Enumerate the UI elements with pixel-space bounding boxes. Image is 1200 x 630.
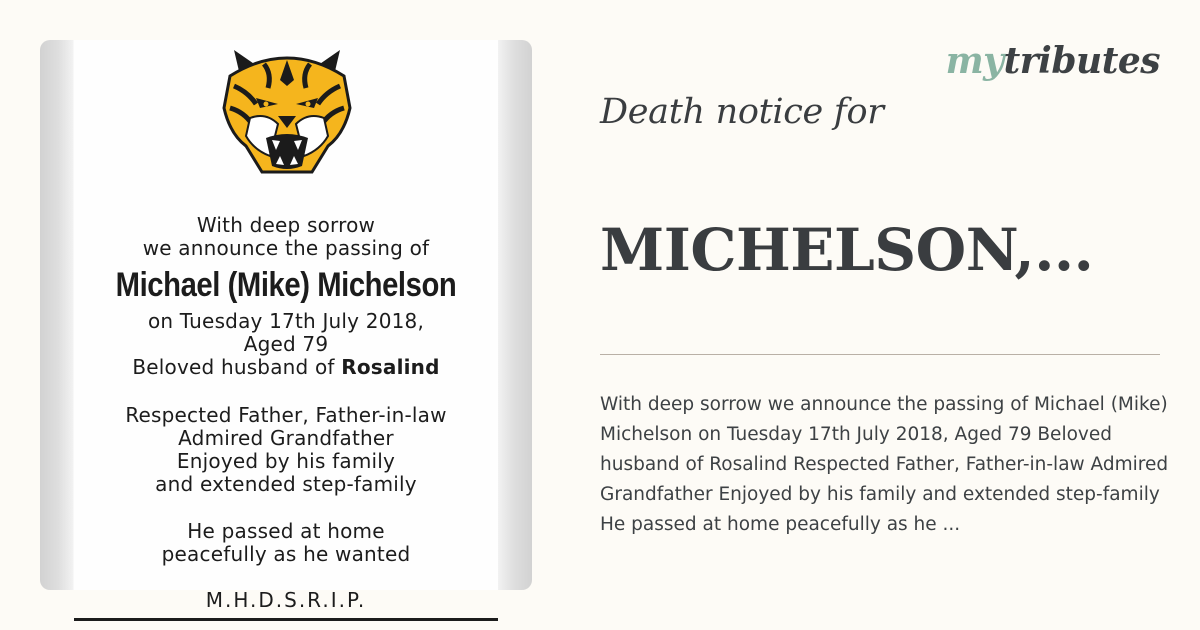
- logo-part-tributes: tributes: [1003, 40, 1160, 82]
- notice-line: and extended step-family: [155, 472, 417, 496]
- notice-line-part: Beloved husband of: [132, 355, 342, 379]
- page-heading: Death notice for: [600, 92, 884, 132]
- notice-line: Admired Grandfather: [178, 426, 394, 450]
- notice-deceased-name: Michael (Mike) Michelson: [115, 266, 457, 304]
- notice-spouse-name: Rosalind: [341, 355, 440, 379]
- death-notice-image: [40, 40, 532, 612]
- notice-line: With deep sorrow: [196, 213, 376, 237]
- notice-line: peacefully as he wanted: [161, 542, 411, 566]
- notice-line: on Tuesday 17th July 2018,: [147, 309, 425, 333]
- notice-initials: M.H.D.S.R.I.P.: [205, 588, 367, 612]
- notice-line: He passed at home: [187, 519, 385, 543]
- notice-line: Aged 79: [243, 332, 329, 356]
- notice-line: Enjoyed by his family: [176, 449, 396, 473]
- notice-line: we announce the passing of: [142, 236, 430, 260]
- logo-part-my: my: [945, 40, 1004, 82]
- mytributes-logo[interactable]: [946, 38, 1160, 84]
- notice-paper: [74, 40, 498, 612]
- divider: [600, 354, 1160, 355]
- notice-excerpt: With deep sorrow we announce the passing of Michael (Mike) Michelson on Tuesday 17th July 2018, Aged 79 Beloved husband of Rosalind Respected Father, Father-in-law Admired Grandfather Enjoyed by his family and extended step-family He passed at home peacefully as he ...: [600, 394, 1169, 535]
- notice-line: [74, 356, 498, 378]
- deceased-surname: MICHELSON,...: [600, 216, 1094, 284]
- notice-line: Respected Father, Father-in-law: [125, 403, 447, 427]
- tiger-head-icon: [220, 46, 354, 176]
- notice-bottom-rule: [74, 618, 498, 621]
